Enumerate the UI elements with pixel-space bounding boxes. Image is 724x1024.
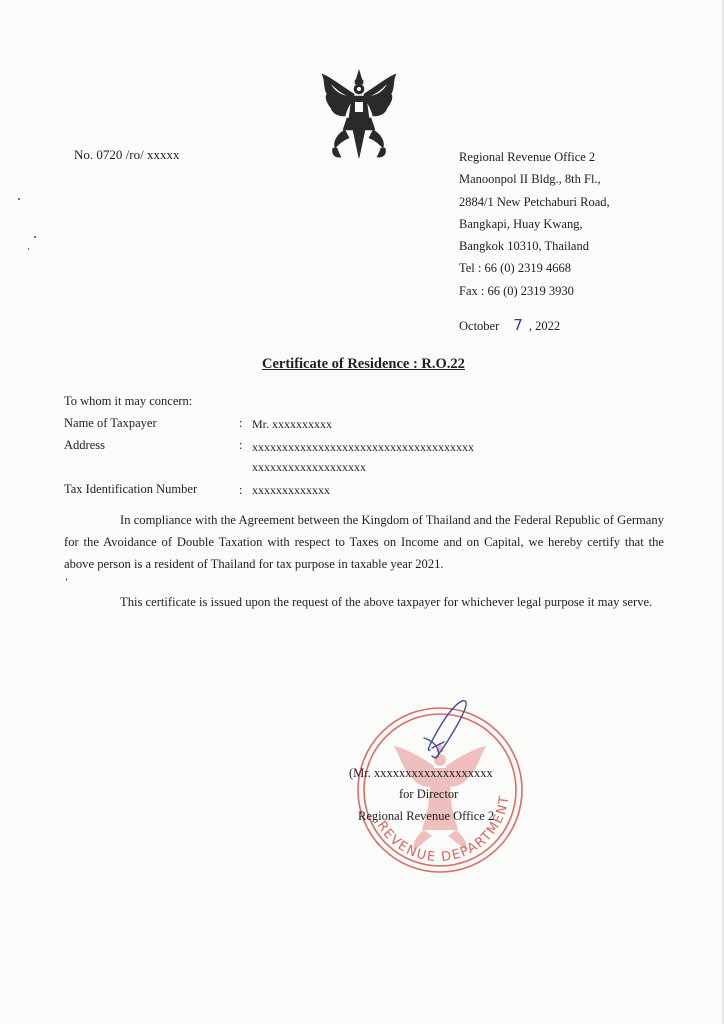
signatory-role: for Director [399,787,459,801]
address-value-line2: xxxxxxxxxxxxxxxxxxx [252,460,366,474]
date-day-handwritten: 7 [513,316,523,334]
field-colon: : [239,416,243,430]
address-line: Regional Revenue Office 2 [459,150,596,164]
compliance-paragraph: In compliance with the Agreement between the Kingdom of Thailand and the Federal Republic of Germany for the Avoidance of Double Taxation with respect to Taxes on Income and on Capital, we hereby certify that the above person is a resident of Thailand for tax purpose in taxable year 2021. [64,513,664,571]
reference-number: No. 0720 /ro/ xxxxx [74,147,180,162]
scan-speck [66,578,67,581]
address-value-line1: xxxxxxxxxxxxxxxxxxxxxxxxxxxxxxxxxxxxx [252,440,474,454]
sender-address [459,146,610,302]
address-line: 2884/1 New Petchaburi Road, [459,194,610,209]
signatory-name: (Mr. xxxxxxxxxxxxxxxxxxx [349,766,493,780]
purpose-paragraph: This certificate is issued upon the request of the above taxpayer for whichever legal purpose it may serve. [120,595,653,609]
document-title: Certificate of Residence : R.O.22 [262,356,465,372]
address-line: Manoonpol II Bldg., 8th Fl., [459,172,601,187]
taxpayer-value: Mr. xxxxxxxxxx [252,417,333,431]
greeting: To whom it may concern: [64,394,193,408]
address-line: Bangkok 10310, Thailand [459,239,589,254]
address-line: Tel : 66 (0) 2319 4668 [459,261,571,276]
signatory-office: Regional Revenue Office 2 [358,809,495,823]
issue-date [459,316,560,334]
scan-speck [18,198,20,200]
taxpayer-label: Name of Taxpayer [64,416,157,430]
garuda-emblem-icon [319,68,399,160]
scan-speck [34,236,36,238]
date-month: October [459,319,500,333]
tin-value: xxxxxxxxxxxxx [252,483,330,497]
scan-speck [28,248,29,250]
tin-label: Tax Identification Number [64,482,198,496]
field-colon: : [239,483,243,497]
address-line: Bangkapi, Huay Kwang, [459,216,583,231]
field-colon: : [239,438,243,452]
stamp-text: REVENUE DEPARTMENT [373,793,513,866]
address-line: Fax : 66 (0) 2319 3930 [459,283,574,298]
date-year: , 2022 [528,319,561,333]
address-label: Address [64,438,105,452]
